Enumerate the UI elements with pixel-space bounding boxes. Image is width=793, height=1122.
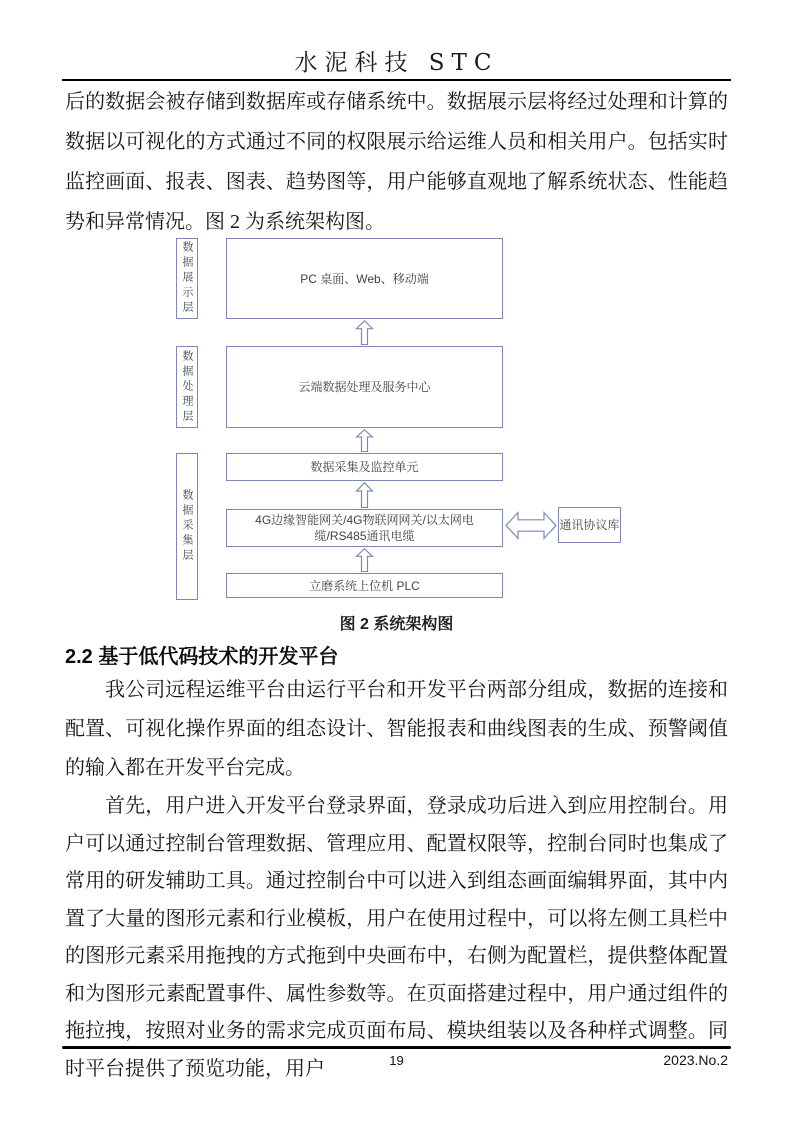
- header-rule: [62, 79, 731, 81]
- node-scada-unit: 数据采集及监控单元: [226, 453, 503, 481]
- up-arrow-icon: [355, 429, 374, 452]
- paragraph-2: 我公司远程运维平台由运行平台和开发平台两部分组成，数据的连接和配置、可视化操作界面的组态设计、智能报表和曲线图表的生成、预警阈值的输入都在开发平台完成。: [65, 679, 728, 779]
- node-protocol-library: 通讯协议库: [558, 507, 621, 543]
- issue-number: 2023.No.2: [663, 1052, 728, 1068]
- node-client-terminals: PC 桌面、Web、移动端: [226, 238, 503, 319]
- layer-label-data-display: 数据展示层: [176, 238, 198, 319]
- up-arrow-icon: [355, 482, 374, 508]
- double-arrow-icon: [505, 510, 557, 541]
- up-arrow-icon: [355, 320, 374, 345]
- up-arrow-icon: [355, 548, 374, 572]
- node-cloud-center: 云端数据处理及服务中心: [226, 346, 503, 428]
- layer-label-data-collection: 数据采集层: [176, 453, 198, 600]
- node-gateway: 4G边缘智能网关/4G物联网网关/以太网电缆/RS485通讯电缆: [226, 509, 503, 547]
- node-plc: 立磨系统上位机 PLC: [226, 573, 503, 598]
- paragraph-3: 首先，用户进入开发平台登录界面，登录成功后进入到应用控制台。用户可以通过控制台管理数据、管理应用、配置权限等，控制台同时也集成了常用的研发辅助工具。通过控制台中可以进入到组态画面编辑界面，其中内置了大量的图形元素和行业模板，用户在使用过程中，可以将左侧工具栏中的图形元素采用拖拽的方式拖到中央画布中，右侧为配置栏，提供整体配置和为图形元素配置事件、属性参数等。在页面搭建过程中，用户通过组件的拖拉拽，按照对业务的需求完成页面布局、模块组装以及各种样式调整。同时平台提供了预览功能，用户: [65, 795, 728, 1080]
- page-number: 19: [389, 1053, 404, 1068]
- footer-rule: [62, 1046, 731, 1049]
- system-architecture-diagram: [65, 238, 728, 638]
- layer-label-data-processing: 数据处理层: [176, 346, 198, 428]
- paragraph-1: 后的数据会被存储到数据库或存储系统中。数据展示层将经过处理和计算的数据以可视化的方式通过不同的权限展示给运维人员和相关用户。包括实时监控画面、报表、图表、趋势图等，用户能够直观地了解系统状态、性能趋势和异常情况。图 2 为系统架构图。: [65, 91, 728, 233]
- section-heading: 2.2 基于低代码技术的开发平台: [65, 646, 339, 668]
- figure-caption: 图 2 系统架构图: [339, 616, 454, 633]
- journal-title: 水泥科技 STC: [294, 50, 499, 76]
